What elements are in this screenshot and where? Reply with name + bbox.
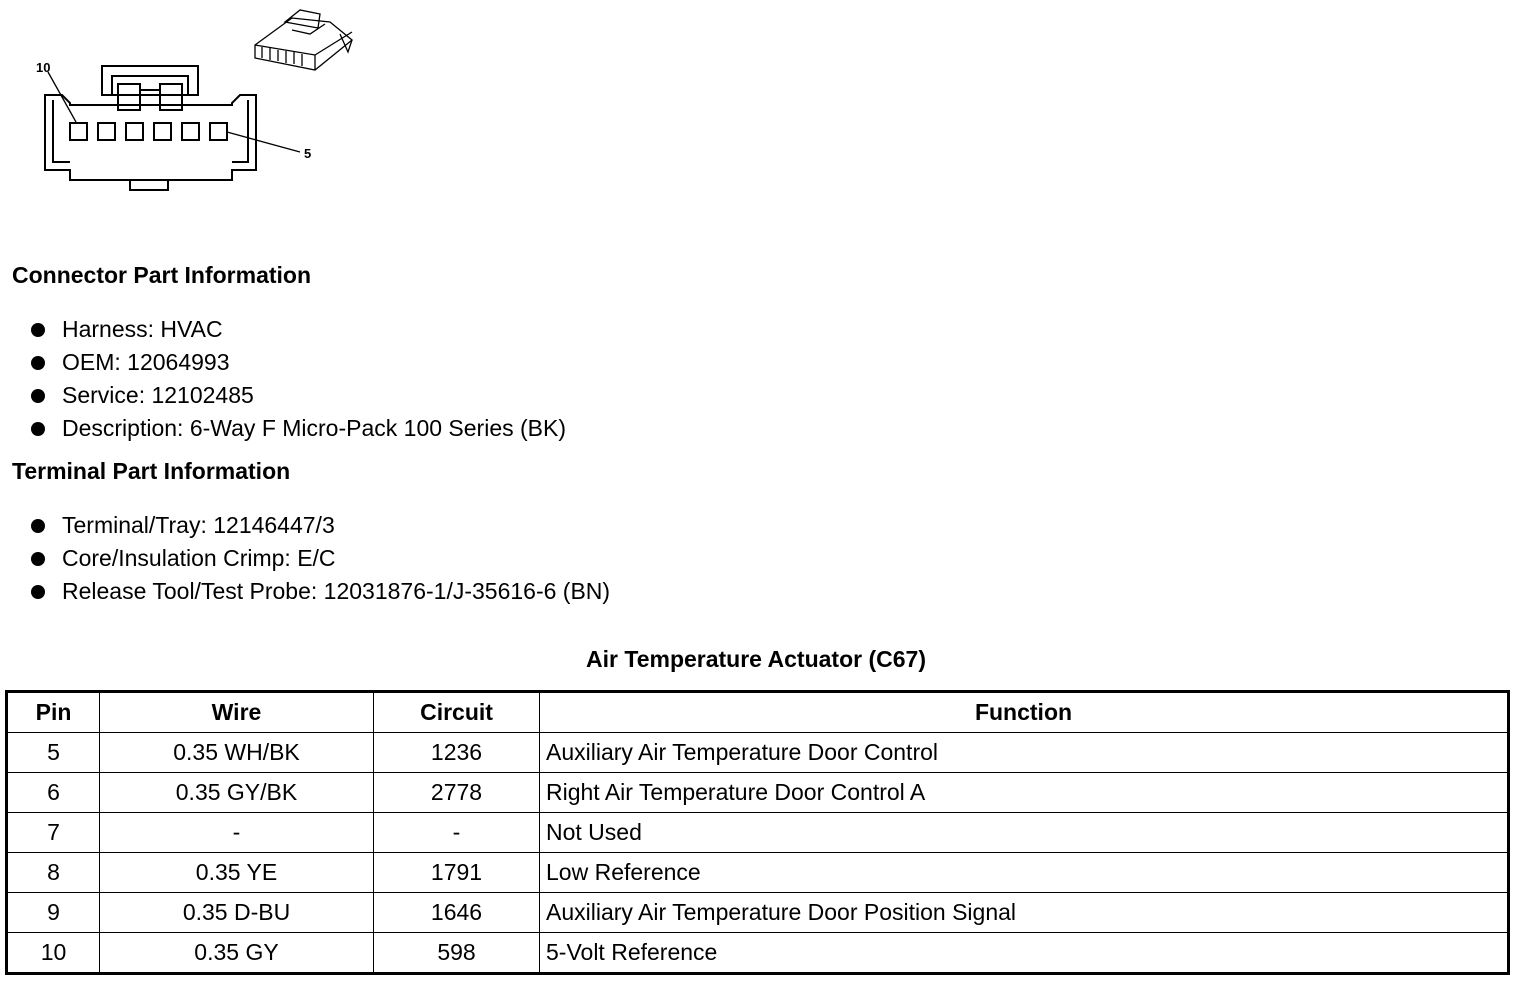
cell-pin: 7 — [7, 813, 100, 853]
cell-function: Not Used — [540, 813, 1509, 853]
header-wire: Wire — [100, 692, 374, 733]
list-item — [28, 509, 610, 542]
list-item — [28, 412, 566, 445]
terminal-info-list — [28, 509, 610, 608]
pin-cavity — [98, 123, 115, 140]
table-row — [7, 853, 1509, 893]
terminal-release-tool: Release Tool/Test Probe: 12031876-1/J-35616-6 (BN) — [62, 578, 611, 604]
connector-harness: Harness: HVAC — [62, 316, 223, 342]
cell-function: Right Air Temperature Door Control A — [540, 773, 1509, 813]
cell-circuit: 2778 — [374, 773, 540, 813]
list-item — [28, 379, 566, 412]
connector-diagram — [0, 0, 380, 210]
table-row — [7, 813, 1509, 853]
connector-info-list — [28, 313, 566, 445]
terminal-crimp: Core/Insulation Crimp: E/C — [62, 545, 336, 571]
cell-circuit: 598 — [374, 933, 540, 974]
cell-circuit: 1791 — [374, 853, 540, 893]
cell-pin: 5 — [7, 733, 100, 773]
bullet-icon — [31, 389, 45, 403]
terminal-tray: Terminal/Tray: 12146447/3 — [62, 512, 335, 538]
list-item — [28, 575, 610, 608]
table-header-row — [7, 692, 1509, 733]
cell-pin: 6 — [7, 773, 100, 813]
cell-pin: 8 — [7, 853, 100, 893]
cell-circuit: 1236 — [374, 733, 540, 773]
table-row — [7, 733, 1509, 773]
connector-thumbnail — [255, 10, 352, 70]
cell-wire: 0.35 D-BU — [100, 893, 374, 933]
bullet-icon — [31, 585, 45, 599]
table-title: Air Temperature Actuator (C67) — [586, 646, 926, 672]
connector-housing — [45, 95, 256, 180]
list-item — [28, 542, 610, 575]
pin-cavity — [154, 123, 171, 140]
table-row — [7, 773, 1509, 813]
table-row — [7, 933, 1509, 974]
cell-function: Low Reference — [540, 853, 1509, 893]
pin-cavity — [70, 123, 87, 140]
connector-oem: OEM: 12064993 — [62, 349, 230, 375]
cell-wire: - — [100, 813, 374, 853]
cell-pin: 9 — [7, 893, 100, 933]
bullet-icon — [31, 519, 45, 533]
cell-function: Auxiliary Air Temperature Door Position Signal — [540, 893, 1509, 933]
pin-label-5: 5 — [304, 146, 312, 161]
cell-wire: 0.35 WH/BK — [100, 733, 374, 773]
connector-info-heading: Connector Part Information — [12, 262, 312, 288]
cell-circuit: - — [374, 813, 540, 853]
cell-circuit: 1646 — [374, 893, 540, 933]
terminal-info-heading: Terminal Part Information — [12, 458, 291, 484]
connector-service: Service: 12102485 — [62, 382, 254, 408]
header-function: Function — [540, 692, 1509, 733]
cell-function: 5-Volt Reference — [540, 933, 1509, 974]
pin-cavity — [126, 123, 143, 140]
pin-cavity — [182, 123, 199, 140]
pin-label-10: 10 — [36, 60, 51, 75]
cell-wire: 0.35 GY — [100, 933, 374, 974]
list-item — [28, 346, 566, 379]
table-row — [7, 893, 1509, 933]
cell-function: Auxiliary Air Temperature Door Control — [540, 733, 1509, 773]
list-item — [28, 313, 566, 346]
bullet-icon — [31, 422, 45, 436]
connector-description: Description: 6-Way F Micro-Pack 100 Series (BK) — [62, 415, 567, 441]
bullet-icon — [31, 323, 45, 337]
header-pin: Pin — [7, 692, 100, 733]
pinout-table — [5, 690, 1510, 975]
header-circuit: Circuit — [374, 692, 540, 733]
cell-pin: 10 — [7, 933, 100, 974]
pin-cavity — [210, 123, 227, 140]
bullet-icon — [31, 552, 45, 566]
cell-wire: 0.35 YE — [100, 853, 374, 893]
cell-wire: 0.35 GY/BK — [100, 773, 374, 813]
bullet-icon — [31, 356, 45, 370]
